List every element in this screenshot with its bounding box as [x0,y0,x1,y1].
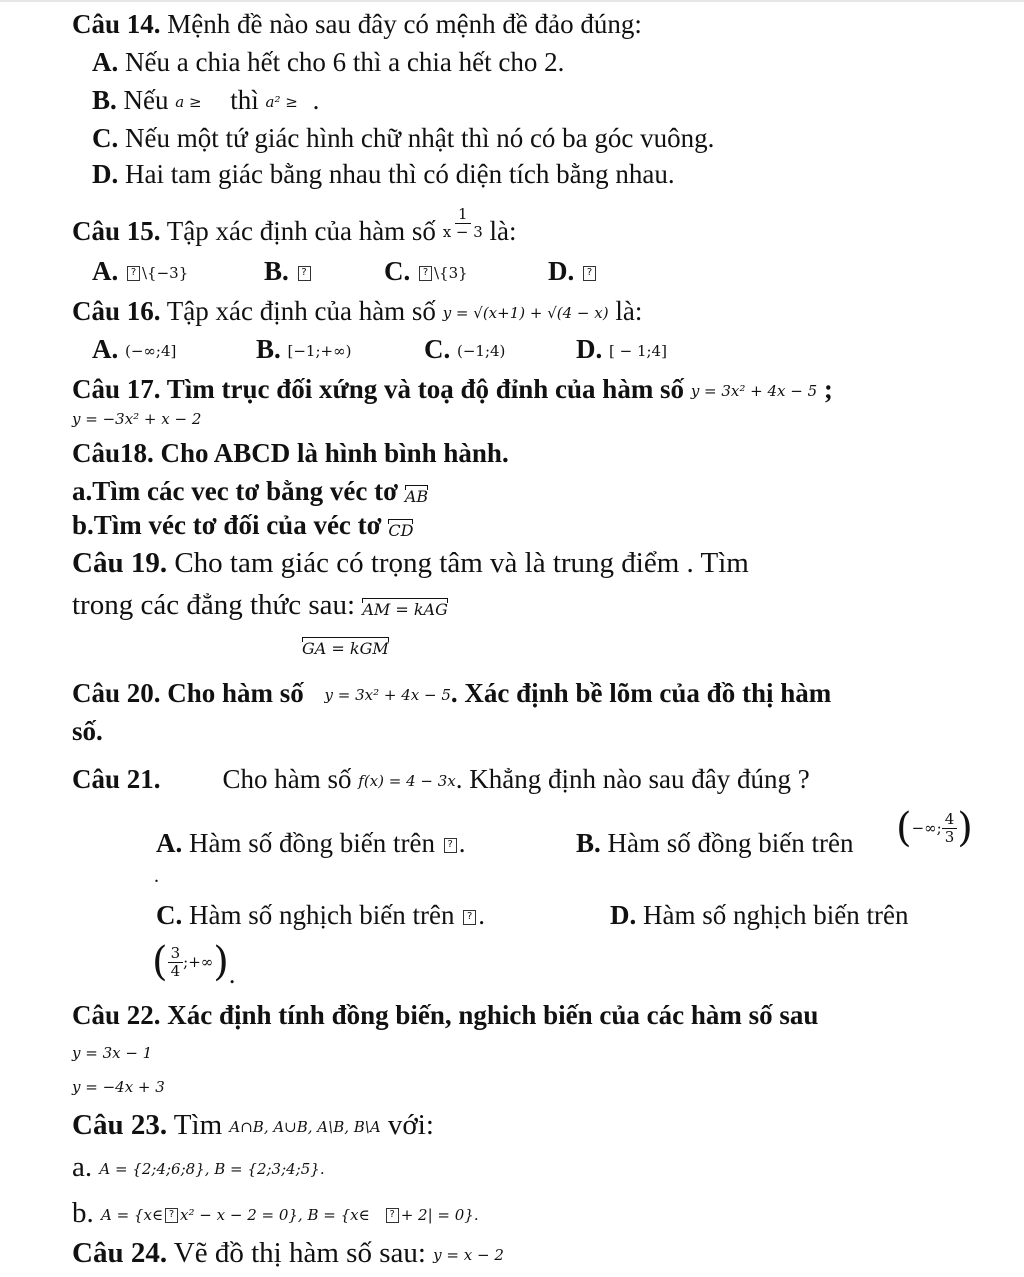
question-24 [72,1236,504,1272]
question-15 [72,205,517,251]
q15-option-c [384,254,468,290]
q16-option-b [256,332,351,368]
q14-b-end: . [305,85,320,115]
q20-end: . Xác định bề lõm của đồ thị hàm [450,678,832,708]
q18-b-vector: CD [388,517,413,539]
q23-title: Câu 23. [72,1109,168,1141]
q15-frac-den: x − 3 [442,223,483,242]
q22-f2: y = −4x + 3 [72,1078,165,1096]
q16-d-label: D. [576,334,603,364]
q19-line2-text: trong các đẳng thức sau: [72,589,363,621]
q21-a-dot: . [458,828,466,858]
q17-math2: y = −3x² + x − 2 [72,410,202,428]
q14-c-label: C. [92,123,119,153]
q16-d-math: [ − 1;4] [609,342,667,360]
q15-a-label: A. [92,256,119,286]
q15-a-math: \{−3} [142,264,189,282]
q21-math: f(x) = 4 − 3x [358,772,456,790]
q14-b-math2: a² ≥ [265,93,298,111]
q14-c-text: Nếu một tứ giác hình chữ nhật thì nó có ba góc vuông. [118,123,715,153]
q23-a-label: a. [72,1151,93,1183]
question-21 [72,762,810,798]
q21-end: . Khẳng định nào sau đây đúng ? [455,764,810,794]
q23-end: với: [380,1109,434,1141]
q19-title: Câu 19. [72,547,168,579]
q14-b-pre: Nếu [116,85,176,115]
q23-part-a [72,1150,325,1186]
q21-title: Câu 21. [72,764,161,794]
q15-end: là: [482,216,517,246]
q16-option-d [576,332,667,368]
q14-option-a [92,45,564,79]
q14-option-c [92,121,714,155]
q15-fraction [443,206,483,241]
q21-d-text: Hàm số nghịch biến trên [636,900,909,930]
q22-function-2 [72,1074,165,1098]
q18-part-b [72,508,413,542]
right-paren: ) [957,805,973,851]
q21-c-label: C. [156,900,183,930]
q16-title: Câu 16. [72,296,161,326]
question-18 [72,436,509,470]
missing-glyph-icon: ? [298,266,311,281]
q20-math: y = 3x² + 4x − 5 [324,686,451,704]
q21-option-d [610,898,908,932]
q21-b-num: 4 [942,811,958,829]
missing-glyph-icon: ? [444,838,457,853]
q18-a-text: a.Tìm các vec tơ bằng véc tơ [72,476,405,506]
q21-b-text: Hàm số đồng biến trên [600,828,854,858]
q23-text: Tìm [167,1109,230,1141]
question-14 [72,7,642,41]
q21-b-label: B. [576,828,601,858]
q19-text: Cho tam giác có trọng tâm và là trung điểm . Tìm [167,547,749,579]
top-border [0,0,1024,2]
q21-d-dot: . [228,960,236,989]
q16-end: là: [608,296,643,326]
q15-option-a [92,254,188,290]
question-23 [72,1108,434,1144]
q20-title: Câu 20. Cho hàm số [72,678,311,708]
q19-vector-1: AM = kAG [362,596,448,618]
q21-dot-line [154,866,159,886]
q14-a-label: A. [92,47,119,77]
q19-vector-2: GA = kGM [302,635,389,657]
q18-title: Câu18. Cho ABCD là hình bình hành. [72,438,509,468]
q14-option-b [92,83,319,119]
q16-b-math: [−1;+∞) [287,342,352,360]
q16-c-label: C. [424,334,451,364]
missing-glyph-icon: ? [127,266,140,281]
q21-b-fraction [942,811,958,846]
right-paren: ) [213,939,229,985]
q23-a-math: A = {2;4;6;8}, B = {2;3;4;5}. [99,1160,325,1178]
q15-d-label: D. [548,256,575,286]
q21-option-b [576,826,853,860]
q15-title: Câu 15. [72,216,161,246]
q21-b-interval [896,798,973,858]
q16-a-label: A. [92,334,119,364]
q23-part-b [72,1196,479,1232]
q14-b-math1: a ≥ [175,93,202,111]
q14-title: Câu 14. [72,9,161,39]
question-22 [72,998,818,1032]
q15-frac-num: 1 [455,206,471,224]
missing-glyph-icon: ? [463,910,476,925]
missing-glyph-icon: ? [165,1208,178,1223]
q21-b-den: 3 [944,827,955,846]
q20-line2 [72,714,103,748]
q15-b-label: B. [264,256,289,286]
missing-glyph-icon: ? [386,1208,399,1223]
q15-option-b [264,254,313,288]
q14-d-label: D. [92,159,119,189]
q15-text: Tập xác định của hàm số [160,216,443,246]
q21-d-interval [152,934,235,990]
q23-b-math3: + 2| = 0}. [400,1206,479,1224]
q18-a-vector: AB [405,483,428,505]
q14-a-text: Nếu a chia hết cho 6 thì a chia hết cho 2. [118,47,565,77]
q21-c-text: Hàm số nghịch biến trên [182,900,462,930]
q16-c-math: (−1;4) [457,342,506,360]
q23-b-label: b. [72,1197,94,1229]
q24-text: Vẽ đồ thị hàm số sau: [167,1237,434,1269]
question-20 [72,676,831,712]
q21-d-label: D. [610,900,637,930]
q14-d-text: Hai tam giác bằng nhau thì có diện tích bằng nhau. [118,159,675,189]
q22-f1: y = 3x − 1 [72,1044,153,1062]
question-16 [72,294,642,330]
q21-option-c [156,898,485,932]
q17-sep: ; [817,374,833,404]
q17-line2 [72,406,201,430]
q15-c-math: \{3} [434,264,468,282]
q22-function-1 [72,1040,152,1064]
left-paren: ( [152,939,168,985]
q14-text: Mệnh đề nào sau đây có mệnh đề đảo đúng: [160,9,642,39]
q21-a-label: A. [156,828,183,858]
q17-math1: y = 3x² + 4x − 5 [690,382,818,400]
q24-title: Câu 24. [72,1237,168,1269]
missing-glyph-icon: ? [583,266,596,281]
q18-b-text: b.Tìm véc tơ đối của véc tơ [72,510,389,540]
q21-option-a [156,826,465,860]
q23-math: A∩B, A∪B, A\B, B\A [229,1118,381,1136]
q16-math: y = √(x+1) + √(4 − x) [442,304,609,322]
q15-c-label: C. [384,256,411,286]
q23-b-math1: A = {x∈ [101,1206,164,1224]
q15-option-d [548,254,598,288]
q14-option-d [92,157,675,191]
q21-d-num: 3 [168,945,184,963]
q21-d-fraction [168,945,184,980]
q21-a-text: Hàm số đồng biến trên [182,828,442,858]
question-17 [72,372,833,408]
left-paren: ( [896,805,912,851]
q21-d-interval-right: ;+∞ [183,953,214,971]
q20-line2-text: số. [72,716,103,746]
q18-part-a [72,474,428,508]
q21-text: Cho hàm số [222,764,359,794]
q19-line3 [302,630,389,657]
q14-b-mid: thì [223,85,266,115]
q21-b-interval-left: −∞; [911,819,942,837]
q16-option-a [92,332,176,368]
missing-glyph-icon: ? [419,266,432,281]
q24-math: y = x − 2 [433,1246,504,1264]
q21-d-den: 4 [170,961,181,980]
q19-line2 [72,588,448,622]
q14-b-label: B. [92,85,117,115]
q16-text: Tập xác định của hàm số [160,296,443,326]
q16-option-c [424,332,505,368]
q16-b-label: B. [256,334,281,364]
q21-stray-dot: . [154,865,159,887]
q16-a-math: (−∞;4] [125,342,177,360]
q23-b-math2: x² − x − 2 = 0}, B = {x∈ [180,1206,370,1224]
q22-title: Câu 22. Xác định tính đồng biến, nghich biến của các hàm số sau [72,1000,819,1030]
question-19 [72,546,749,580]
q21-c-dot: . [478,900,485,930]
q17-title: Câu 17. Tìm trục đối xứng và toạ độ đỉnh của hàm số [72,374,691,404]
